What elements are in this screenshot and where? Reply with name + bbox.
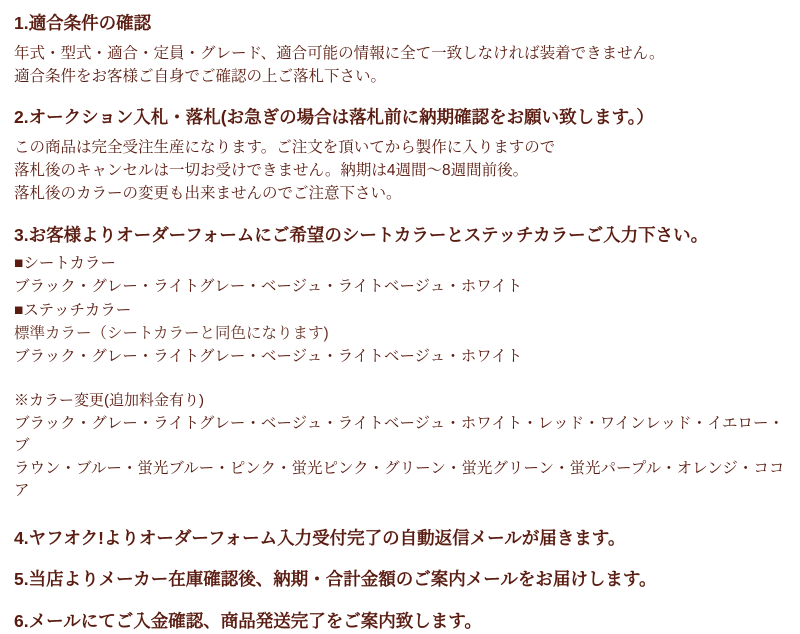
section-5	[14, 568, 786, 592]
section-3-heading: 3.お客様よりオーダーフォームにご希望のシートカラーとステッチカラーご入力下さい。	[14, 224, 709, 245]
section-3-standard-color-note: 標準カラー（シートカラーと同色になります)	[14, 324, 329, 342]
section-1-line-2: 適合条件をお客様ご自身でご確認の上ご落札下さい。	[14, 67, 387, 85]
section-3-seat-color-options: ブラック・グレー・ライトグレー・ベージュ・ライトベージュ・ホワイト	[14, 278, 523, 296]
section-2-line-1: この商品は完全受注生産になります。ご注文を頂いてから製作に入りますので	[14, 138, 556, 156]
section-2-line-2: 落札後のキャンセルは一切お受けできません。納期は4週間～8週間前後。	[14, 162, 529, 179]
section-1-heading: 1.適合条件の確認	[14, 13, 152, 33]
color-change-note-line-2: ラウン・ブルー・蛍光ブルー・ピンク・蛍光ピンク・グリーン・蛍光グリーン・蛍光パープル・オレンジ・ココア	[14, 459, 785, 500]
section-2	[14, 106, 786, 205]
color-change-note-line-1: ブラック・グレー・ライトグレー・ベージュ・ライトベージュ・ホワイト・レッド・ワインレッド・イエロー・ブ	[14, 414, 784, 455]
section-3-stitch-color-label: ■ステッチカラー	[14, 301, 132, 319]
section-3	[14, 224, 786, 369]
section-2-heading: 2.オークション入札・落札(お急ぎの場合は落札前に納期確認をお願い致します。）	[14, 107, 654, 128]
section-3-note	[14, 390, 786, 502]
section-6	[14, 610, 786, 634]
section-4	[14, 527, 786, 551]
section-4-heading: 4.ヤフオク!よりオーダーフォーム入力受付完了の自動返信メールが届きます。	[14, 527, 626, 548]
color-change-note-heading: ※カラー変更(追加料金有り)	[14, 392, 204, 410]
section-6-heading: 6.メールにてご入金確認、商品発送完了をご案内致します。	[14, 611, 482, 631]
section-3-seat-color-label: ■シートカラー	[14, 255, 116, 273]
section-3-stitch-color-options: ブラック・グレー・ライトグレー・ベージュ・ライトベージュ・ホワイト	[14, 348, 523, 366]
section-5-heading: 5.当店よりメーカー在庫確認後、納期・合計金額のご案内メールをお届けします。	[14, 569, 657, 590]
section-2-line-3: 落札後のカラーの変更も出来ませんのでご注意下さい。	[14, 185, 402, 203]
section-1	[14, 12, 786, 88]
section-1-line-1: 年式・型式・適合・定員・グレード、適合可能の情報に全て一致しなければ装着できません。	[14, 44, 665, 62]
